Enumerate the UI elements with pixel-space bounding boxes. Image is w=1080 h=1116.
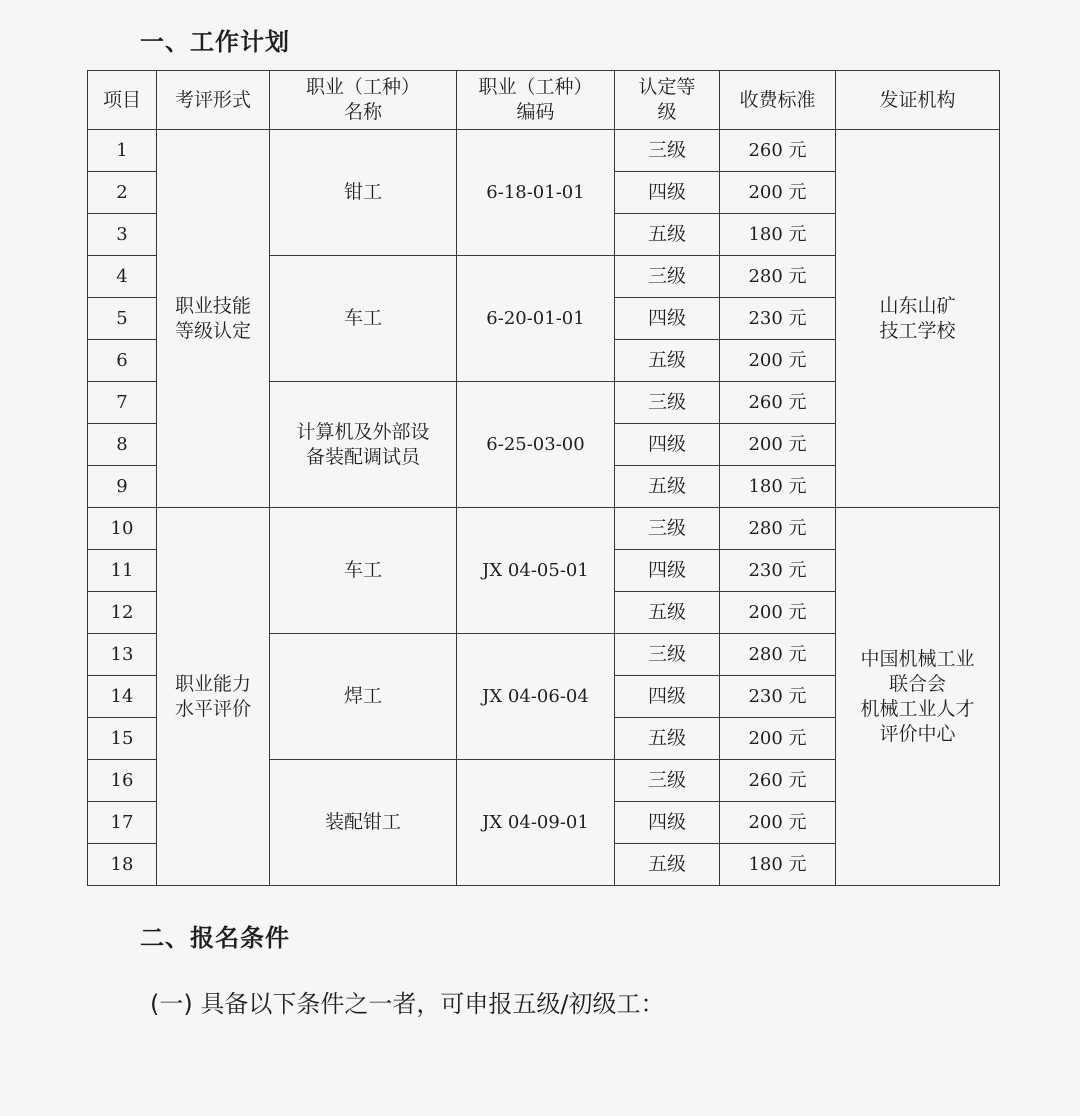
fee-cell: 260 元 (720, 382, 836, 424)
level-cell: 五级 (615, 844, 720, 886)
level-cell: 四级 (615, 802, 720, 844)
section-title-signup: 二、报名条件 (140, 924, 290, 952)
fee-cell: 180 元 (720, 214, 836, 256)
occupation-code-cell: 6-20-01-01 (457, 256, 615, 382)
eval-form-cell: 职业能力 水平评价 (157, 508, 270, 886)
header-occupation-name: 职业（工种） 名称 (270, 71, 457, 130)
row-number: 3 (88, 214, 157, 256)
header-occupation-code: 职业（工种） 编码 (457, 71, 615, 130)
fee-cell: 180 元 (720, 844, 836, 886)
row-number: 17 (88, 802, 157, 844)
header-item-no: 项目 (88, 71, 157, 130)
table-row (88, 508, 1000, 550)
level-cell: 五级 (615, 466, 720, 508)
fee-cell: 280 元 (720, 256, 836, 298)
fee-cell: 280 元 (720, 508, 836, 550)
level-cell: 三级 (615, 760, 720, 802)
row-number: 1 (88, 130, 157, 172)
fee-cell: 230 元 (720, 298, 836, 340)
row-number: 13 (88, 634, 157, 676)
occupation-name-cell: 装配钳工 (270, 760, 457, 886)
row-number: 8 (88, 424, 157, 466)
level-cell: 五级 (615, 214, 720, 256)
occupation-name-cell: 车工 (270, 256, 457, 382)
row-number: 4 (88, 256, 157, 298)
row-number: 15 (88, 718, 157, 760)
row-number: 11 (88, 550, 157, 592)
issuer-cell: 中国机械工业 联合会 机械工业人才 评价中心 (836, 508, 1000, 886)
header-fee: 收费标准 (720, 71, 836, 130)
row-number: 7 (88, 382, 157, 424)
fee-cell: 180 元 (720, 466, 836, 508)
header-level: 认定等 级 (615, 71, 720, 130)
header-issuer: 发证机构 (836, 71, 1000, 130)
fee-cell: 260 元 (720, 760, 836, 802)
row-number: 9 (88, 466, 157, 508)
fee-cell: 200 元 (720, 802, 836, 844)
row-number: 5 (88, 298, 157, 340)
header-eval-form: 考评形式 (157, 71, 270, 130)
row-number: 2 (88, 172, 157, 214)
level-cell: 四级 (615, 424, 720, 466)
level-cell: 三级 (615, 634, 720, 676)
row-number: 16 (88, 760, 157, 802)
level-cell: 五级 (615, 340, 720, 382)
work-plan-table (87, 70, 1000, 886)
table-row (88, 130, 1000, 172)
fee-cell: 200 元 (720, 718, 836, 760)
level-cell: 三级 (615, 382, 720, 424)
fee-cell: 230 元 (720, 676, 836, 718)
fee-cell: 200 元 (720, 592, 836, 634)
table-header-row (88, 71, 1000, 130)
fee-cell: 200 元 (720, 172, 836, 214)
occupation-code-cell: JX 04-06-04 (457, 634, 615, 760)
level-cell: 四级 (615, 172, 720, 214)
row-number: 10 (88, 508, 157, 550)
level-cell: 四级 (615, 550, 720, 592)
section-title-plan: 一、工作计划 (140, 28, 290, 56)
fee-cell: 230 元 (720, 550, 836, 592)
occupation-code-cell: 6-18-01-01 (457, 130, 615, 256)
eval-form-cell: 职业技能 等级认定 (157, 130, 270, 508)
occupation-name-cell: 计算机及外部设 备装配调试员 (270, 382, 457, 508)
occupation-name-cell: 钳工 (270, 130, 457, 256)
level-cell: 五级 (615, 718, 720, 760)
row-number: 14 (88, 676, 157, 718)
occupation-name-cell: 焊工 (270, 634, 457, 760)
fee-cell: 280 元 (720, 634, 836, 676)
fee-cell: 200 元 (720, 340, 836, 382)
level-cell: 三级 (615, 130, 720, 172)
level-cell: 三级 (615, 508, 720, 550)
level-cell: 三级 (615, 256, 720, 298)
level-cell: 四级 (615, 676, 720, 718)
occupation-name-cell: 车工 (270, 508, 457, 634)
level-cell: 四级 (615, 298, 720, 340)
occupation-code-cell: 6-25-03-00 (457, 382, 615, 508)
occupation-code-cell: JX 04-05-01 (457, 508, 615, 634)
issuer-cell: 山东山矿 技工学校 (836, 130, 1000, 508)
row-number: 6 (88, 340, 157, 382)
occupation-code-cell: JX 04-09-01 (457, 760, 615, 886)
level-cell: 五级 (615, 592, 720, 634)
fee-cell: 260 元 (720, 130, 836, 172)
row-number: 12 (88, 592, 157, 634)
row-number: 18 (88, 844, 157, 886)
condition-text: (一) 具备以下条件之一者，可申报五级/初级工： (150, 990, 665, 1018)
fee-cell: 200 元 (720, 424, 836, 466)
